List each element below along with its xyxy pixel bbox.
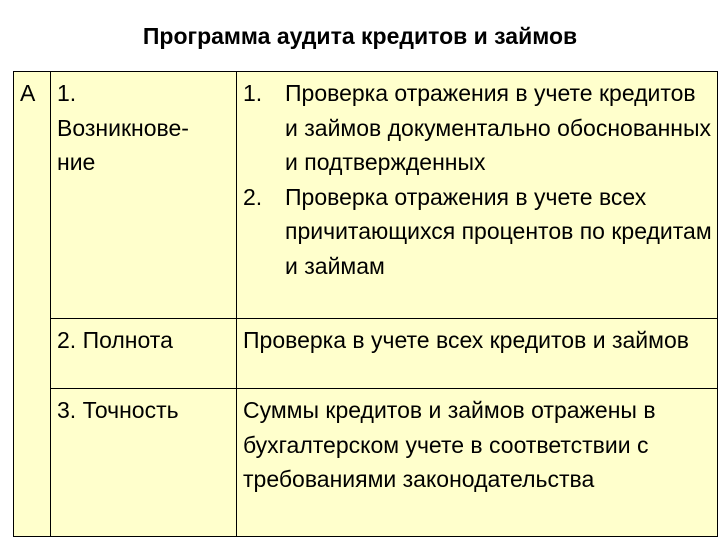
list-item-number: 1. [243, 80, 263, 106]
list-item [243, 180, 713, 284]
list-item-text: Проверка отражения в учете всех причитающихся процентов по кредитам и займам [285, 183, 712, 279]
audit-program-table [13, 71, 718, 537]
stage-label: 3. Точность [57, 397, 179, 423]
stage-label: 2. Полнота [57, 327, 173, 353]
procedure-text: Проверка в учете всех кредитов и займов [243, 327, 689, 353]
table-row [14, 389, 718, 537]
group-label-cell [14, 72, 51, 537]
table-row [14, 72, 718, 319]
stage-label-cell [51, 389, 237, 537]
list-item-number: 2. [243, 183, 263, 210]
stage-label-cell [51, 319, 237, 389]
stage-number: 1. [57, 80, 77, 106]
procedure-cell [237, 319, 718, 389]
table-row [14, 319, 718, 389]
procedure-cell [237, 72, 718, 319]
procedure-text: Суммы кредитов и займов отражены в бухгалтерском учете в соответствии с требованиями законодательства [243, 397, 656, 492]
procedure-cell [237, 389, 718, 537]
stage-label: Возникнове- ние [57, 114, 189, 175]
list-item [243, 76, 713, 180]
group-label: А [20, 80, 36, 106]
page-title: Программа аудита кредитов и займов [142, 23, 578, 49]
stage-label-cell [51, 72, 237, 319]
list-item-text: Проверка отражения в учете кредитов и займов документально обоснованных и подтвержденных [285, 80, 712, 175]
